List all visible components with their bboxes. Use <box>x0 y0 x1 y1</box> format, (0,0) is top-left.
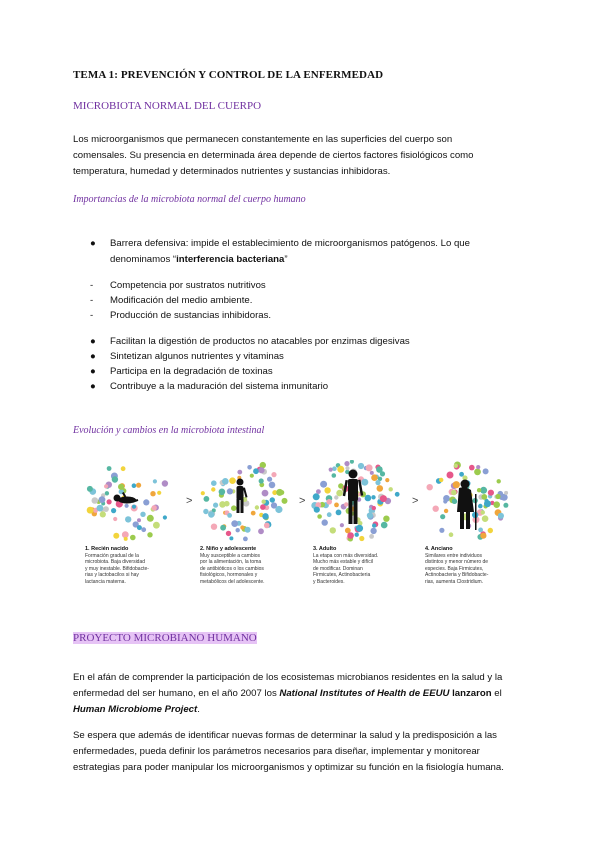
bullet-barrera-line1: Barrera defensiva: impide el establecimiento de microorganismos patógenos. Lo que <box>110 238 470 249</box>
microbe-dot <box>347 532 354 539</box>
microbe-dot <box>213 503 218 508</box>
p1-line-2: enfermedad del ser humano, en el año 2007 los National Institutes of Health de EEUU lanzaron el <box>73 688 502 699</box>
p2-line-2: enfermedades, pueda definir los parámetros necesarios para diseñar, implementar y monitorear <box>73 746 480 757</box>
arrow-icon: > <box>186 495 193 507</box>
p2-line-1: Se espera que además de identificar nuevas formas de determinar la salud y la predisposición a las <box>73 730 497 741</box>
microbe-dot <box>330 527 336 533</box>
microbiota-figure <box>80 460 530 585</box>
microbe-dot <box>314 507 320 513</box>
microbe-dot <box>449 532 454 537</box>
microbe-dot <box>260 504 266 510</box>
microbe-dot <box>211 487 215 491</box>
microbe-dot <box>211 524 217 530</box>
intro-line-2: comensales. Su presencia en determinada área depende de ciertos factores fisiológicos como <box>73 150 474 161</box>
microbe-dot <box>447 472 454 479</box>
project-paragraph-1 <box>73 670 543 718</box>
microbe-dot <box>481 494 487 500</box>
microbe-dot <box>153 522 160 529</box>
stage-caption: 1. Recién nacido Formación gradual de la microbiota. Baja diversidad y muy inestable. Bifidobacte- rias y lactobacilos si hay lactancia materna. <box>85 546 149 585</box>
microbe-dot <box>258 467 264 473</box>
microbe-dot <box>503 503 508 508</box>
microbe-dot <box>219 489 226 496</box>
stage-caption: 3. Adulto La etapa con más diversidad. Mucho más estable y difícil de modificar. Dominan Firmicutes, Actinobacteria y Bacteroides. <box>313 546 379 585</box>
microbe-dot <box>271 472 276 477</box>
microbe-dot <box>484 500 491 507</box>
microbe-dot <box>366 464 373 471</box>
microbe-dot <box>350 460 354 464</box>
microbe-dot <box>130 535 136 541</box>
bullet-item-text: Facilitan la digestión de productos no atacables por enzimas digesivas <box>110 336 410 347</box>
microbe-dot <box>372 523 376 527</box>
dash-item-text: Producción de sustancias inhibidoras. <box>110 310 272 321</box>
microbe-dot <box>370 528 376 534</box>
microbe-dot <box>143 499 149 505</box>
microbe-dot <box>439 528 444 533</box>
microbe-dot <box>267 477 272 482</box>
microbe-dot <box>243 537 248 542</box>
bullet-dot-icon: ● <box>90 366 96 377</box>
nih-term: National Institutes of Health de EEUU <box>279 688 450 699</box>
microbe-dot <box>231 505 237 511</box>
microbe-dot <box>262 513 268 519</box>
microbe-dot <box>381 522 388 529</box>
microbe-dot <box>358 463 364 469</box>
dash-item-text: Competencia por sustratos nutritivos <box>110 280 266 291</box>
microbe-dot <box>459 472 464 477</box>
microbe-dot <box>262 500 266 504</box>
microbe-dot <box>493 501 500 508</box>
p1-line-1: En el afán de comprender la participación de los ecosistemas microbianos residentes en la salud y la <box>73 672 503 683</box>
microbe-dot <box>369 534 374 539</box>
bullet-dot-icon: ● <box>90 351 96 362</box>
microbe-dot <box>481 510 485 514</box>
microbe-dot <box>377 485 384 492</box>
microbe-dot <box>389 487 393 491</box>
microbe-dot <box>395 492 400 497</box>
microbe-dot <box>340 523 344 527</box>
microbe-dot <box>327 512 332 517</box>
microbiota-dots-illustration <box>80 460 530 548</box>
microbe-dot <box>324 487 330 493</box>
microbe-dot <box>99 496 106 503</box>
microbe-dot <box>332 466 337 471</box>
microbe-dot <box>497 479 501 483</box>
p2-line-3: estrategias para poder manipular los microorganismos y optimizar su función en la fisiología humana. <box>73 762 504 773</box>
microbe-dot <box>504 491 508 495</box>
microbe-dot <box>344 502 348 506</box>
microbe-dot <box>247 465 252 470</box>
microbe-dot <box>103 506 109 512</box>
stage-title: 2. Niño y adolescente <box>200 546 257 552</box>
microbe-dot <box>371 495 375 499</box>
microbe-dot <box>251 511 256 516</box>
microbe-dot <box>227 513 232 518</box>
microbe-dot <box>157 491 161 495</box>
microbe-dot <box>454 464 458 468</box>
microbe-dot <box>153 479 157 483</box>
microbe-dot <box>132 505 136 509</box>
microbe-dot <box>372 506 376 510</box>
child-silhouette <box>237 479 248 514</box>
microbe-dot <box>118 484 124 490</box>
bullet-dot-icon: ● <box>90 336 96 347</box>
microbe-dot <box>371 474 378 481</box>
intro-line-3: temperatura, humedad y determinados nutrientes y sustancias inhibidoras. <box>73 166 391 177</box>
stage-caption: 2. Niño y adolescente Muy susceptible a cambios por la alimentación, la toma de antibióticos o los cambios fisiológicos, hormonales y metabólicos del adolescente. <box>200 546 265 585</box>
microbe-dot <box>359 536 364 541</box>
dash-item-text: Modificación del medio ambiente. <box>110 295 253 306</box>
microbe-dot <box>336 490 343 497</box>
microbe-dot <box>336 510 342 516</box>
microbe-dot <box>385 478 389 482</box>
microbe-dot <box>322 519 328 525</box>
microbe-dot <box>316 489 321 494</box>
microbe-dot <box>269 482 276 489</box>
microbe-dot <box>113 533 119 539</box>
microbe-dot <box>370 471 374 475</box>
microbe-dot <box>440 514 445 519</box>
microbe-dot <box>258 528 264 534</box>
microbe-dot <box>105 491 109 495</box>
microbe-dot <box>469 465 475 471</box>
microbe-dot <box>332 473 337 478</box>
microbe-dot <box>152 505 157 510</box>
microbe-dot <box>208 511 214 517</box>
microbe-dot <box>121 466 126 471</box>
microbe-dot <box>383 516 389 522</box>
hmp-term: Human Microbiome Project <box>73 704 198 715</box>
microbe-dot <box>147 515 154 522</box>
stage-caption: 4. Anciano Similares entre individuos distintos y menor número de especies. Baja Firmicutes, Actinobacteria y Bifidobacte- rias, aumenta Clostridium. <box>425 546 489 585</box>
microbe-dot <box>375 480 380 485</box>
microbe-dot <box>250 474 254 478</box>
microbe-dot <box>231 520 238 527</box>
microbe-dot <box>498 513 504 519</box>
microbe-dot <box>87 507 94 514</box>
microbe-dot <box>329 468 333 472</box>
bullet-item-text: Participa en la degradación de toxinas <box>110 366 273 377</box>
stage-title: 1. Recién nacido <box>85 546 129 552</box>
microbe-dot <box>211 480 217 486</box>
microbe-dot <box>264 523 270 529</box>
microbe-dot <box>104 484 108 488</box>
microbe-dot <box>227 488 233 494</box>
subheading-importancias: Importancias de la microbiota normal del cuerpo humano <box>73 194 306 205</box>
interferencia-term: interferencia bacteriana <box>176 254 285 265</box>
microbe-dot <box>201 491 205 495</box>
microbe-dot <box>453 481 460 488</box>
microbe-dot <box>147 532 152 537</box>
document-title: TEMA 1: PREVENCIÓN Y CONTROL DE LA ENFERMEDAD <box>73 69 384 81</box>
microbe-dot <box>87 486 93 492</box>
microbe-dot <box>137 525 142 530</box>
microbe-dot <box>226 531 231 536</box>
microbe-dot <box>203 509 208 514</box>
microbe-dot <box>280 490 285 495</box>
microbe-dot <box>444 509 448 513</box>
microbe-dot <box>253 468 259 474</box>
microbe-dot <box>439 478 443 482</box>
section-heading-proyecto <box>73 628 257 646</box>
microbe-dot <box>488 528 493 533</box>
microbe-dot <box>112 476 118 482</box>
microbe-dot <box>111 508 116 513</box>
microbe-dot <box>163 515 167 519</box>
section-heading-microbiota: MICROBIOTA NORMAL DEL CUERPO <box>73 100 262 112</box>
microbe-dot <box>140 512 145 517</box>
microbe-dot <box>229 477 236 484</box>
microbe-dot <box>356 525 363 532</box>
microbe-dot <box>270 497 275 502</box>
microbe-dot <box>260 462 266 468</box>
arrow-icon: > <box>299 495 306 507</box>
microbe-dot <box>141 527 146 532</box>
microbe-dot <box>262 490 269 497</box>
microbe-dot <box>125 504 129 508</box>
microbe-dot <box>125 516 131 522</box>
microbe-dot <box>132 483 137 488</box>
microbe-dot <box>477 488 481 492</box>
elder-silhouette <box>457 480 477 531</box>
microbe-dot <box>317 514 322 519</box>
microbe-dot <box>452 499 457 504</box>
microbe-dot <box>92 497 99 504</box>
arrow-icon: > <box>412 495 419 507</box>
microbe-dot <box>443 499 447 503</box>
microbe-dot <box>107 466 112 471</box>
microbe-dot <box>334 503 339 508</box>
microbe-dot <box>478 528 483 533</box>
microbe-dot <box>320 481 327 488</box>
microbe-dot <box>282 498 288 504</box>
microbe-dot <box>255 505 259 509</box>
subheading-evolucion: Evolución y cambios en la microbiota intestinal <box>73 425 265 436</box>
microbe-dot <box>229 536 233 540</box>
microbe-dot <box>237 470 242 475</box>
microbe-dot <box>495 494 500 499</box>
microbe-dot <box>136 483 141 488</box>
microbe-dot <box>150 491 155 496</box>
microbe-dot <box>344 461 349 466</box>
p1-line-3: Human Microbiome Project. <box>73 704 200 715</box>
microbe-dot <box>222 478 229 485</box>
microbe-dot <box>100 511 106 517</box>
stage-title: 3. Adulto <box>313 546 337 552</box>
microbe-dot <box>433 506 439 512</box>
intro-line-1: Los microorganismos que permanecen constantemente en las superficies del cuerpo son <box>73 134 453 145</box>
microbe-dot <box>361 479 368 486</box>
microbe-dot <box>124 537 128 541</box>
project-paragraph-2 <box>73 728 543 776</box>
microbe-dot <box>245 527 251 533</box>
microbe-dot <box>501 494 508 501</box>
microbe-dot <box>480 533 486 539</box>
microbe-dot <box>162 480 168 486</box>
microbe-dot <box>427 484 433 490</box>
intro-paragraph <box>73 132 533 180</box>
silhouettes <box>114 470 477 531</box>
microbe-dot <box>355 533 359 537</box>
microbe-dot <box>97 505 104 512</box>
microbe-dot <box>107 499 112 504</box>
microbe-dot <box>482 515 489 522</box>
bullet-dot-icon: ● <box>90 238 96 249</box>
stage-title: 4. Anciano <box>425 546 453 552</box>
microbe-dot <box>474 469 481 476</box>
microbe-dot <box>367 512 373 518</box>
microbe-dot <box>219 501 226 508</box>
microbe-dot <box>337 466 344 473</box>
bullet-dot-icon: ● <box>90 381 96 392</box>
bullet-item-text: Contribuye a la maduración del sistema inmunitario <box>110 381 329 392</box>
microbe-dot <box>483 468 489 474</box>
microbe-dot <box>476 465 480 469</box>
microbe-dot <box>204 496 210 502</box>
bullet-barrera-line2: denominamos “interferencia bacteriana” <box>110 254 288 265</box>
microbe-dot <box>338 483 343 488</box>
bullet-item-text: Sintetizan algunos nutrientes y vitaminas <box>110 351 284 362</box>
microbe-dot <box>326 499 332 505</box>
microbe-dot <box>236 528 240 532</box>
microbe-dot <box>313 493 320 500</box>
microbe-dot <box>451 490 457 496</box>
microbe-dot <box>380 495 387 502</box>
microbe-dot <box>259 478 264 483</box>
microbe-dot <box>137 518 141 522</box>
microbe-dot <box>488 490 494 496</box>
microbe-dot <box>275 506 282 513</box>
microbe-dot <box>240 525 244 529</box>
microbe-dot <box>376 466 383 473</box>
microbe-dot <box>220 525 226 531</box>
highlighted-heading: PROYECTO MICROBIANO HUMANO <box>73 632 257 644</box>
microbe-dot <box>113 517 117 521</box>
microbe-dot <box>345 466 349 470</box>
microbe-dot <box>478 504 483 509</box>
microbe-dot <box>334 495 338 499</box>
